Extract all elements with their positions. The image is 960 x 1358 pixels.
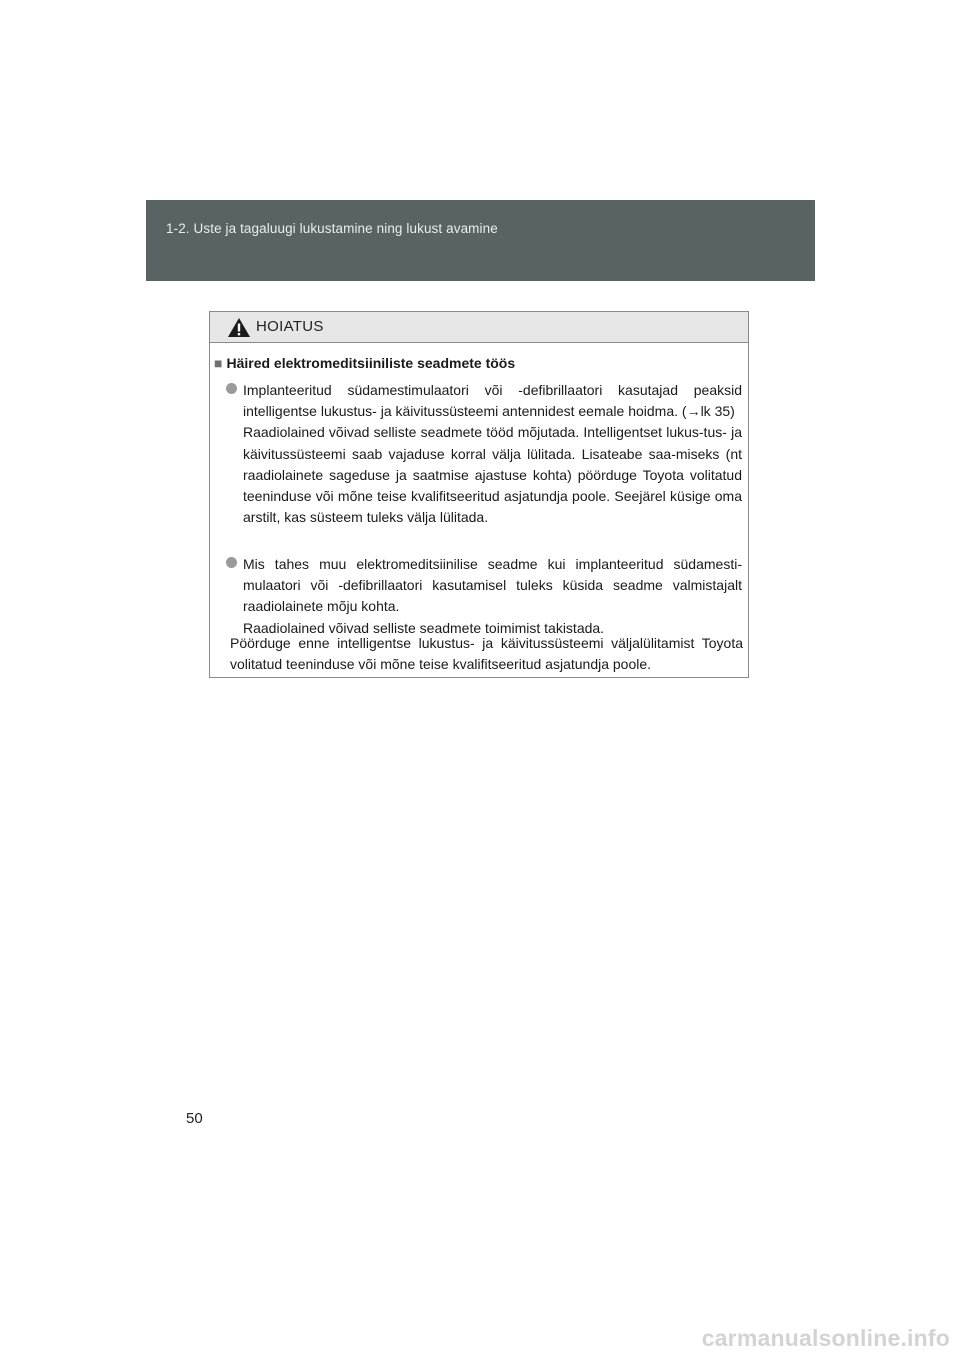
watermark: carmanualsonline.info: [701, 1325, 950, 1351]
section-header-band: [146, 200, 815, 281]
closing-paragraph: [230, 633, 743, 675]
section-heading-text: Häired elektromeditsiiniliste seadmete töös: [226, 355, 516, 371]
bullet-paragraph: Raadiolained võivad selliste seadmete tööd mõjutada. Intelligentset lukus-tus- ja käivitussüsteemi saab vajaduse korral välja lülitada. Lisateabe saa-miseks (nt raadiolainete sageduse ja saatmise ajastuse kohta) pöörduge Toyota volitatud teeninduse või mõne teise kvalifitseeritud asjatundja poole. Seejärel küsige oma arstilt, kas süsteem tuleks välja lülitada.: [243, 424, 742, 526]
warning-triangle-icon: [227, 317, 251, 338]
round-bullet-icon: [226, 557, 237, 568]
bullet-text: [243, 554, 742, 639]
square-bullet-icon: ■: [214, 355, 223, 371]
bullet-item: [226, 554, 742, 639]
bullet-text: [243, 380, 742, 528]
round-bullet-icon: [226, 383, 237, 394]
warning-title: HOIATUS: [256, 318, 324, 335]
bullet-paragraph: Raadiolained võivad selliste seadmete toimimist takistada.: [243, 619, 605, 636]
bullet-paragraph: Mis tahes muu elektromeditsiinilise seadme kui implanteeritud südamesti-mulaatori või -defibrillaatori kasutamisel tuleks küsida seadme valmistajalt raadiolainete mõju kohta.: [243, 556, 742, 615]
page-number: 50: [186, 1110, 203, 1127]
section-title: 1-2. Uste ja tagaluugi lukustamine ning lukust avamine: [166, 221, 498, 236]
warning-box: [209, 311, 749, 678]
bullet-paragraph: Implanteeritud südamestimulaatori või -defibrillaatori kasutajad peaksid intelligentse lukustus- ja käivitussüsteemi antennidest eemale hoidma. (→lk 35): [243, 382, 742, 420]
warning-header: [210, 312, 748, 343]
bullet-item: [226, 380, 742, 528]
closing-text: Pöörduge enne intelligentse lukustus- ja käivitussüsteemi väljalülitamist Toyota volitatud teeninduse või mõne teise kvalifitseeritud asjatundja poole.: [230, 635, 743, 672]
section-heading: [214, 355, 515, 371]
